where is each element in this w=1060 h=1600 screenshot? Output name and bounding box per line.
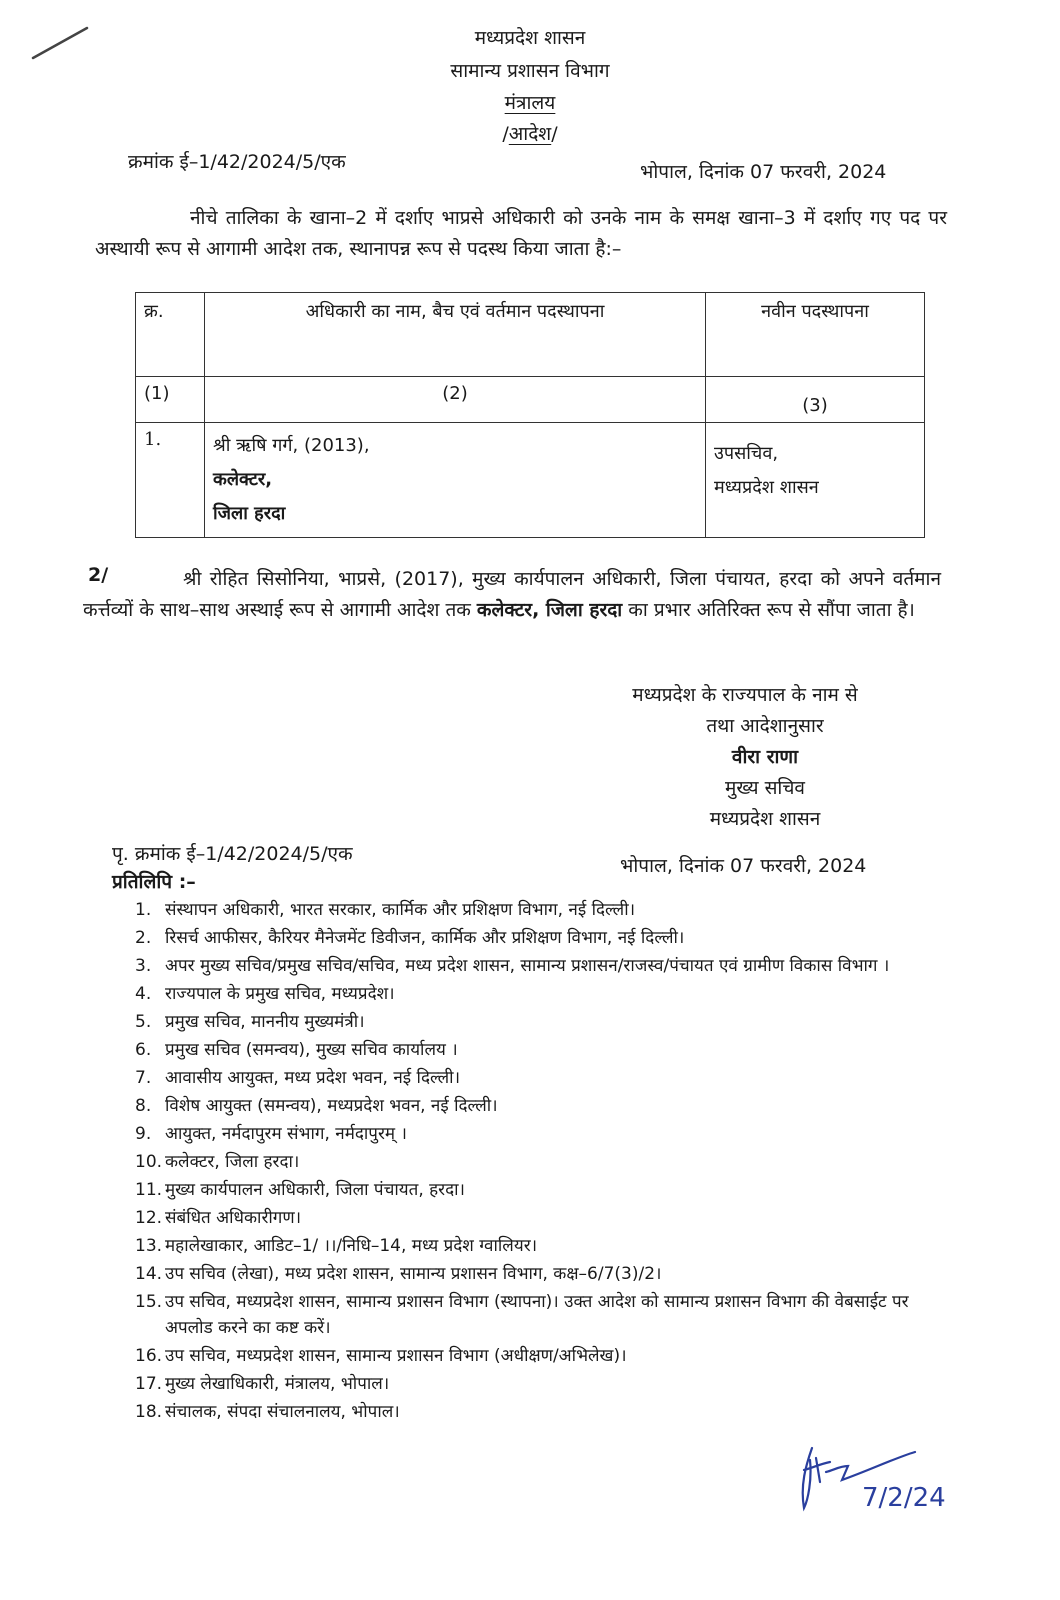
header-ministry: मंत्रालय [504, 92, 556, 114]
list-item-text: उप सचिव, मध्यप्रदेश शासन, सामान्य प्रशासन विभाग (स्थापना)। उक्त आदेश को सामान्य प्रशासन विभाग की वेबसाईट पर अपलोड करने का कष्ट करें। [165, 1292, 909, 1338]
para2-text-bold: कलेक्टर, जिला हरदा [476, 599, 623, 621]
col-number-3: (3) [706, 377, 925, 423]
list-item-text: संचालक, संपदा संचालनालय, भोपाल। [165, 1402, 400, 1422]
sig-line2: तथा आदेशानुसार [706, 715, 824, 737]
row-sno: 1. [136, 423, 205, 538]
col-number-2: (2) [205, 377, 706, 423]
list-item [135, 1399, 935, 1425]
list-item-number: 6. [135, 1040, 152, 1060]
endorsement-number: पृ. क्रमांक ई–1/42/2024/5/एक [112, 843, 353, 865]
list-item [135, 1009, 935, 1035]
list-item-number: 9. [135, 1124, 152, 1144]
row-officer [205, 423, 706, 538]
list-item [135, 1233, 935, 1259]
list-item-text: विशेष आयुक्त (समन्वय), मध्यप्रदेश भवन, नई दिल्ली। [165, 1096, 498, 1116]
list-item-number: 5. [135, 1012, 152, 1032]
copy-heading: प्रतिलिपि :– [112, 871, 196, 893]
list-item-number: 16. [135, 1346, 163, 1366]
signature-block [570, 680, 920, 835]
list-item-text: अपर मुख्य सचिव/प्रमुख सचिव/सचिव, मध्य प्रदेश शासन, सामान्य प्रशासन/राजस्व/पंचायत एवं ग्रामीण विकास विभाग । [165, 956, 890, 976]
sig-line1: मध्यप्रदेश के राज्यपाल के नाम से [632, 684, 858, 706]
list-item-text: महालेखाकार, आडिट–1/ ।।/निधि–14, मध्य प्रदेश ग्वालियर। [165, 1236, 538, 1256]
handwritten-initials-signature [790, 1440, 960, 1520]
list-item-text: राज्यपाल के प्रमुख सचिव, मध्यप्रदेश। [165, 984, 395, 1004]
sig-office: मध्यप्रदेश शासन [709, 808, 821, 830]
list-item [135, 925, 935, 951]
list-item-text: उप सचिव, मध्यप्रदेश शासन, सामान्य प्रशासन विभाग (अधीक्षण/अभिलेख)। [165, 1346, 627, 1366]
sig-designation: मुख्य सचिव [725, 777, 805, 799]
list-item [135, 1149, 935, 1175]
copy-to-list [135, 897, 935, 1427]
list-item-number: 12. [135, 1208, 163, 1228]
posting-table [135, 292, 925, 538]
officer-name-batch: श्री ऋषि गर्ग, (2013), [213, 435, 370, 456]
list-item [135, 1343, 935, 1369]
order-word: आदेश [508, 123, 552, 145]
order-place-date: भोपाल, दिनांक 07 फरवरी, 2024 [640, 161, 887, 183]
table-row [136, 423, 925, 538]
list-item [135, 1261, 935, 1287]
header-department: सामान्य प्रशासन विभाग [450, 60, 610, 82]
endorsement-place-date: भोपाल, दिनांक 07 फरवरी, 2024 [620, 855, 867, 877]
list-item-number: 1. [135, 900, 152, 920]
sig-name: वीरा राणा [731, 746, 799, 768]
header-govt: मध्यप्रदेश शासन [474, 27, 586, 49]
list-item-number: 17. [135, 1374, 163, 1394]
list-item [135, 1037, 935, 1063]
list-item-number: 15. [135, 1292, 163, 1312]
list-item-text: मुख्य कार्यपालन अधिकारी, जिला पंचायत, हरदा। [165, 1180, 465, 1200]
list-item [135, 953, 935, 979]
officer-current-district: जिला हरदा [213, 503, 286, 524]
list-item-text: रिसर्च आफीसर, कैरियर मैनेजमेंट डिवीजन, कार्मिक और प्रशिक्षण विभाग, नई दिल्ली। [165, 928, 685, 948]
list-item [135, 981, 935, 1007]
list-item-number: 14. [135, 1264, 163, 1284]
col-number-1: (1) [136, 377, 205, 423]
list-item-number: 10. [135, 1152, 163, 1172]
officer-current-post: कलेक्टर, [213, 469, 273, 490]
header-sno: क्र. [136, 293, 205, 377]
list-item-number: 7. [135, 1068, 152, 1088]
list-item-number: 13. [135, 1236, 163, 1256]
header-officer: अधिकारी का नाम, बैच एवं वर्तमान पदस्थापना [205, 293, 706, 377]
list-item-text: आवासीय आयुक्त, मध्य प्रदेश भवन, नई दिल्ली। [165, 1068, 461, 1088]
list-item [135, 1121, 935, 1147]
list-item-number: 8. [135, 1096, 152, 1116]
list-item-text: आयुक्त, नर्मदापुरम संभाग, नर्मदापुरम् । [165, 1124, 407, 1144]
list-item-text: प्रमुख सचिव (समन्वय), मुख्य सचिव कार्यालय । [165, 1040, 458, 1060]
intro-paragraph: नीचे तालिका के खाना–2 में दर्शाए भाप्रसे अधिकारी को उनके नाम के समक्ष खाना–3 में दर्शाए गए पद पर अस्थायी रूप से आगामी आदेश तक, स्थानापन्न रूप से पदस्थ किया जाता है:– [95, 207, 947, 260]
order-slash-left: / [502, 123, 509, 145]
para2-text [83, 564, 941, 626]
order-slash-right: / [551, 123, 558, 145]
list-item-number: 4. [135, 984, 152, 1004]
para2-number: 2/ [88, 564, 109, 586]
list-item [135, 1177, 935, 1203]
table-header-row [136, 293, 925, 377]
list-item [135, 1093, 935, 1119]
header-order-title [0, 120, 1060, 146]
list-item-number: 3. [135, 956, 152, 976]
list-item [135, 897, 935, 923]
list-item-number: 2. [135, 928, 152, 948]
list-item-text: कलेक्टर, जिला हरदा। [165, 1152, 300, 1172]
list-item [135, 1289, 935, 1341]
header-new-posting: नवीन पदस्थापना [706, 293, 925, 377]
list-item-text: मुख्य लेखाधिकारी, मंत्रालय, भोपाल। [165, 1374, 390, 1394]
row-new-posting [706, 423, 925, 538]
list-item [135, 1065, 935, 1091]
list-item [135, 1371, 935, 1397]
new-post-office: मध्यप्रदेश शासन [714, 477, 819, 498]
order-number: क्रमांक ई–1/42/2024/5/एक [128, 151, 346, 173]
list-item-text: संबंधित अधिकारीगण। [165, 1208, 302, 1228]
table-column-number-row [136, 377, 925, 423]
list-item-text: प्रमुख सचिव, माननीय मुख्यमंत्री। [165, 1012, 365, 1032]
list-item [135, 1205, 935, 1231]
list-item-text: संस्थापन अधिकारी, भारत सरकार, कार्मिक और प्रशिक्षण विभाग, नई दिल्ली। [165, 900, 636, 920]
new-post: उपसचिव, [714, 443, 779, 464]
para2-text-start: श्री रोहित सिसोनिया, भाप्रसे, (2017), मुख्य कार्यपालन अधिकारी, जिला पंचायत, हरदा को अपने वर्तमान कर्त्तव्यों के साथ–साथ अस्थाई रूप से आगामी आदेश तक [83, 568, 941, 621]
list-item-text: उप सचिव (लेखा), मध्य प्रदेश शासन, सामान्य प्रशासन विभाग, कक्ष–6/7(3)/2। [165, 1264, 662, 1284]
list-item-number: 11. [135, 1180, 163, 1200]
initials-date: 7/2/24 [862, 1483, 946, 1513]
list-item-number: 18. [135, 1402, 163, 1422]
para2-text-end: का प्रभार अतिरिक्त रूप से सौंपा जाता है। [622, 599, 915, 621]
